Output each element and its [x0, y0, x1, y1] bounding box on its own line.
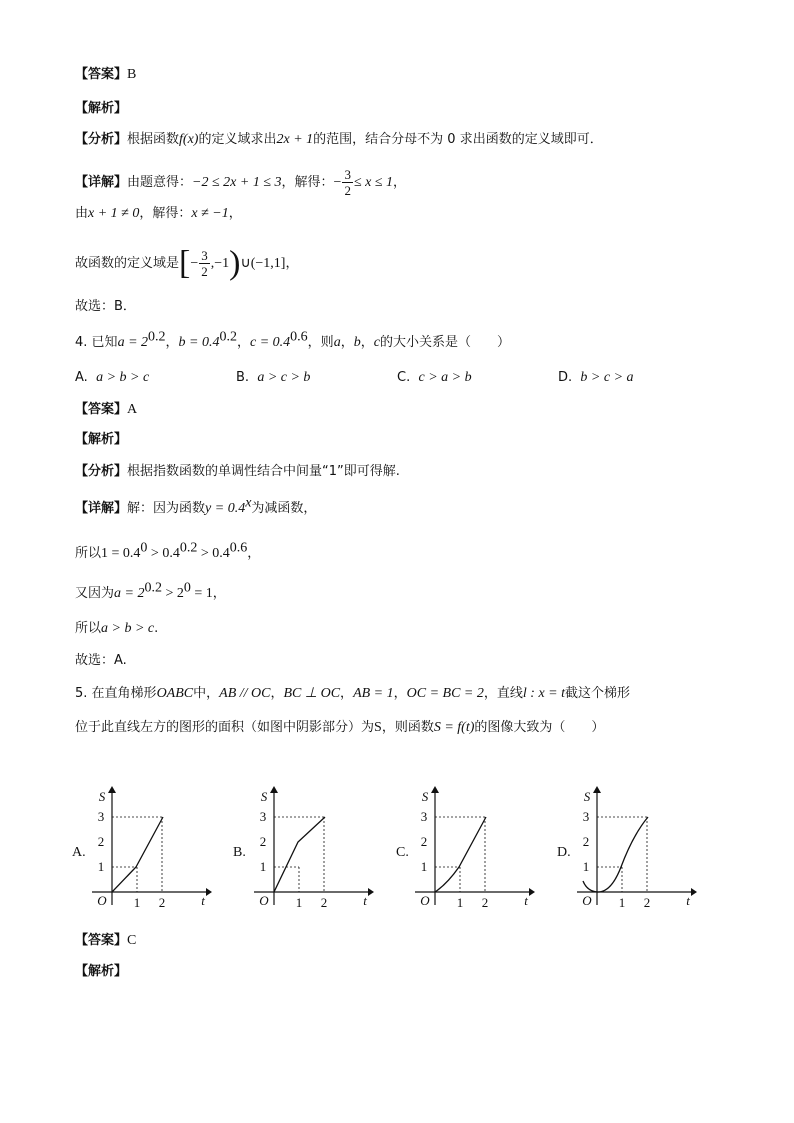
math-expr: 2x + 1: [276, 132, 314, 147]
option-text: c > a > b: [418, 370, 472, 385]
math-mid: ,−1: [210, 256, 230, 271]
y-axis-arrow: [108, 786, 116, 793]
x-tick-label: 1: [456, 895, 464, 910]
math-ineq: −2 ≤ 2x + 1 ≤ 3: [192, 175, 282, 190]
math: l : x = t: [522, 686, 565, 701]
graph-label-b[interactable]: B.: [233, 845, 246, 860]
option-letter: A.: [75, 370, 88, 385]
text: ，解得：: [139, 206, 192, 221]
exp: 0.6: [229, 540, 248, 556]
exp: 0.2: [144, 580, 162, 596]
axis-label-s: S: [98, 789, 106, 804]
fenxi-tag: 【分析】: [75, 464, 128, 479]
y-tick-label: 1: [582, 859, 590, 874]
graph-a[interactable]: [88, 783, 218, 913]
text: 为减函数，: [251, 501, 317, 516]
text: 解：因为函数: [127, 501, 206, 516]
text: 位于此直线左方的图形的面积（如图中阴影部分）为: [75, 720, 375, 735]
q4-stem: [75, 329, 510, 352]
curve-b: [274, 817, 325, 892]
text: ，: [393, 686, 407, 701]
y-tick-label: 1: [420, 859, 428, 874]
text: ，直线: [483, 686, 523, 701]
graph-label-a[interactable]: A.: [72, 845, 86, 860]
x-tick-label: 1: [618, 895, 626, 910]
q5-answer-line: [75, 932, 136, 950]
math: a: [333, 335, 341, 350]
question-number: 4.: [75, 335, 88, 350]
axis-label-s: S: [260, 789, 268, 804]
q5-stem-line2: [75, 719, 604, 737]
curve-c: [435, 817, 486, 892]
math: AB // OC: [219, 686, 271, 701]
q4-line2: [75, 540, 261, 563]
fraction: [342, 167, 353, 198]
y-tick-label: 2: [97, 834, 105, 849]
y-tick-label: 3: [420, 809, 428, 824]
math-neg: −: [190, 256, 199, 271]
q3-choose: 故选：B．: [75, 299, 136, 314]
detail-tag: 【详解】: [75, 501, 128, 516]
option-a[interactable]: [75, 370, 149, 386]
math: c = 0.4: [250, 335, 291, 350]
option-b[interactable]: [236, 370, 310, 386]
answer-tag: 【答案】: [75, 933, 128, 948]
q4-line3: [75, 580, 226, 603]
math: AB = 1: [353, 686, 394, 701]
curve-a: [112, 817, 163, 892]
y-tick-label: 2: [582, 834, 590, 849]
text: ，: [393, 175, 407, 190]
q3-detail-line: [75, 167, 406, 198]
y-tick-label: 1: [259, 859, 267, 874]
option-letter: D.: [558, 370, 573, 385]
q4-choose: 故选：A.: [75, 653, 127, 668]
text: 由: [75, 206, 89, 221]
y-tick-label: 2: [420, 834, 428, 849]
fraction: [199, 248, 210, 279]
math-res: x ≠ −1: [191, 206, 229, 221]
q4-answer-line: [75, 401, 137, 419]
math: = 1: [190, 586, 213, 601]
answer-value: C: [127, 933, 137, 948]
frac-den: 2: [201, 264, 208, 279]
text: 截这个梯形: [565, 686, 631, 701]
y-tick-label: 3: [259, 809, 267, 824]
math-fx: f(x): [179, 132, 199, 147]
frac-num: 3: [344, 167, 351, 182]
option-text: b > c > a: [580, 370, 634, 385]
detail-tag: 【详解】: [75, 175, 128, 190]
bracket: ): [229, 244, 241, 282]
x-tick-label: 2: [481, 895, 489, 910]
curve-d: [583, 817, 648, 892]
math-neg: −: [333, 175, 342, 190]
q3-answer-line: [75, 66, 136, 84]
math: y = 0.4: [205, 501, 246, 516]
y-tick-label: 3: [582, 809, 590, 824]
text: 又因为: [75, 586, 115, 601]
y-axis-arrow: [593, 786, 601, 793]
q3-fenxi-line: [75, 131, 603, 149]
y-tick-label: 2: [259, 834, 267, 849]
math: b: [353, 335, 361, 350]
x-tick-label: 2: [643, 895, 651, 910]
bracket: [: [179, 244, 191, 282]
q4-analysis-tag: 【解析】: [75, 432, 128, 447]
text: 的定义域求出: [198, 132, 277, 147]
text: ，则: [307, 335, 334, 350]
text: 的范围，结合分母不为 0 求出函数的定义域即可．: [313, 132, 603, 147]
axis-label-s: S: [583, 789, 591, 804]
option-text: a > b > c: [96, 370, 150, 385]
text: 中，: [193, 686, 220, 701]
axis-label-s: S: [421, 789, 429, 804]
graph-label-c[interactable]: C.: [396, 845, 409, 860]
math: BC ⊥ OC: [283, 686, 341, 701]
text: 已知: [91, 335, 118, 350]
option-text: a > c > b: [257, 370, 311, 385]
text: ，解得：: [281, 175, 334, 190]
union-symbol: ∪: [240, 256, 251, 271]
q3-line3: [75, 244, 299, 282]
x-axis-arrow: [206, 888, 212, 896]
exp: 0.2: [219, 329, 237, 345]
answer-value: A: [127, 402, 138, 417]
graph-frame: [254, 786, 374, 910]
graph-c[interactable]: [411, 783, 541, 913]
math-ineq2: ≤ x ≤ 1: [353, 175, 394, 190]
text: ，: [360, 335, 374, 350]
math-interval: (−1,1]: [250, 256, 286, 271]
x-tick-label: 2: [158, 895, 166, 910]
math: b = 0.4: [178, 335, 220, 350]
math: a = 2: [117, 335, 149, 350]
text: ，则函数: [381, 720, 434, 735]
graph-d[interactable]: [573, 783, 703, 913]
exp: 0.2: [148, 329, 166, 345]
graph-label-d[interactable]: D.: [557, 845, 571, 860]
origin-label: O: [259, 893, 269, 908]
text: 的大小关系是（ ）: [379, 335, 510, 350]
math: a = 2: [114, 586, 145, 601]
answer-tag: 【答案】: [75, 67, 128, 82]
text: 在直角梯形: [91, 686, 157, 701]
option-letter: B.: [236, 370, 250, 385]
text: ，: [165, 335, 179, 350]
text: 根据指数函数的单调性结合中间量“1”即可得解.: [127, 464, 400, 479]
graph-frame: [92, 786, 212, 910]
math: c: [373, 335, 380, 350]
option-d[interactable]: [558, 370, 634, 386]
text: ，: [236, 335, 250, 350]
text: ，: [340, 335, 354, 350]
exp: x: [245, 495, 252, 511]
math: > 2: [161, 586, 184, 601]
origin-label: O: [420, 893, 430, 908]
math: S: [374, 720, 382, 735]
text: ，: [212, 586, 226, 601]
text: .: [154, 621, 159, 636]
frac-den: 2: [344, 183, 351, 198]
math: 1 = 0.4: [101, 546, 141, 561]
text: 的图像大致为（ ）: [474, 720, 605, 735]
question-number: 5.: [75, 686, 88, 701]
q4-line4: [75, 620, 158, 638]
math-expr: x + 1 ≠ 0: [88, 206, 140, 221]
exp: 0.6: [290, 329, 308, 345]
q5-stem-line1: [75, 685, 630, 703]
option-c[interactable]: [397, 370, 472, 386]
text: 所以: [75, 621, 102, 636]
math: > 0.4: [147, 546, 180, 561]
axis-label-t: t: [686, 893, 690, 908]
axis-label-t: t: [524, 893, 528, 908]
exp: 0: [183, 580, 191, 596]
axis-label-t: t: [363, 893, 367, 908]
exp: 0.2: [179, 540, 198, 556]
x-axis-arrow: [529, 888, 535, 896]
x-axis-arrow: [691, 888, 697, 896]
origin-label: O: [582, 893, 592, 908]
exp: 0: [140, 540, 148, 556]
graph-b[interactable]: [250, 783, 380, 913]
y-tick-label: 3: [97, 809, 105, 824]
q5-analysis-tag: 【解析】: [75, 964, 128, 979]
math: > 0.4: [197, 546, 230, 561]
text: ，: [270, 686, 284, 701]
text: 根据函数: [127, 132, 180, 147]
text: 所以: [75, 546, 102, 561]
y-axis-arrow: [431, 786, 439, 793]
text: 故函数的定义域是: [75, 256, 180, 271]
x-tick-label: 2: [320, 895, 328, 910]
text: ，: [340, 686, 354, 701]
answer-tag: 【答案】: [75, 402, 128, 417]
y-axis-arrow: [270, 786, 278, 793]
x-tick-label: 1: [133, 895, 141, 910]
frac-num: 3: [201, 248, 208, 263]
x-tick-label: 1: [295, 895, 303, 910]
graph-frame: [415, 786, 535, 910]
y-tick-label: 1: [97, 859, 105, 874]
math: OABC: [156, 686, 194, 701]
axis-label-t: t: [201, 893, 205, 908]
q3-line2: [75, 205, 242, 223]
q4-detail-line: [75, 495, 317, 518]
q3-analysis-tag: 【解析】: [75, 101, 128, 116]
q4-fenxi-line: [75, 463, 400, 481]
option-letter: C.: [397, 370, 411, 385]
math: a > b > c: [101, 621, 155, 636]
origin-label: O: [97, 893, 107, 908]
text: 由题意得：: [127, 175, 193, 190]
text: ，: [247, 546, 261, 561]
math: S = f(t): [433, 720, 475, 735]
math: OC = BC = 2: [406, 686, 484, 701]
text: ，: [228, 206, 242, 221]
text: ，: [285, 256, 299, 271]
x-axis-arrow: [368, 888, 374, 896]
answer-value: B: [127, 67, 137, 82]
fenxi-tag: 【分析】: [75, 132, 128, 147]
